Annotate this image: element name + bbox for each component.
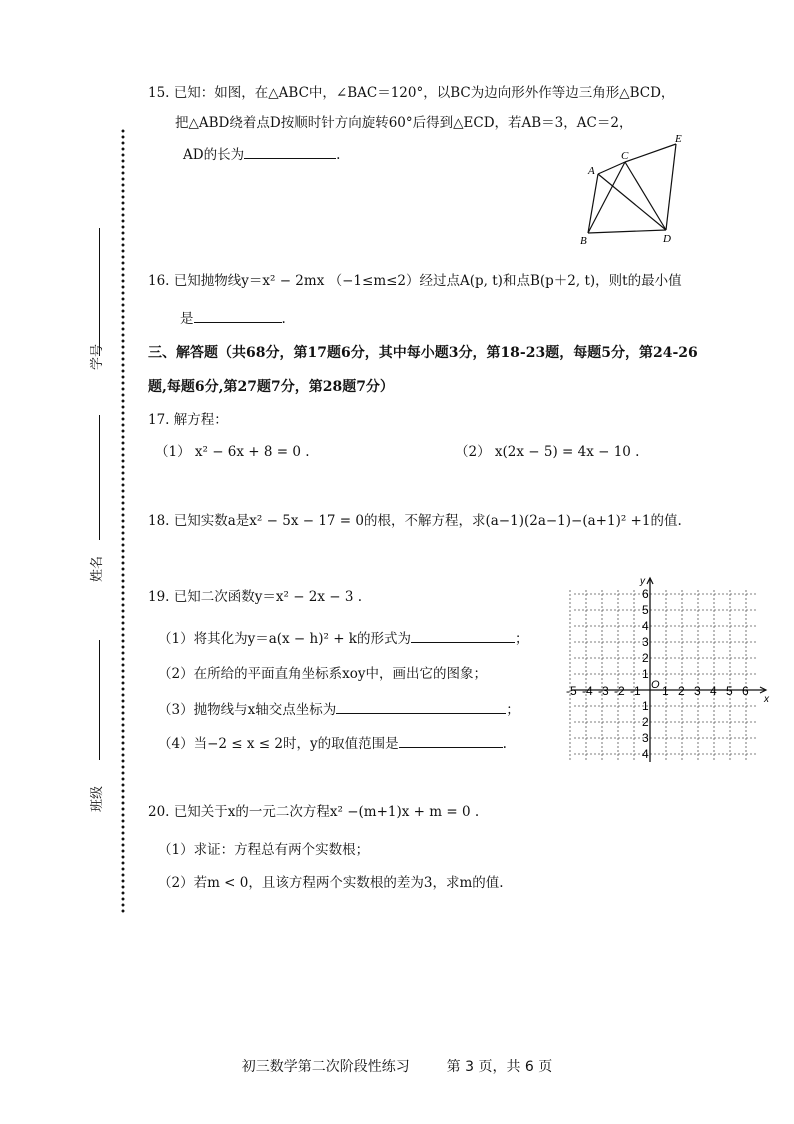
q19-part4-answer-blank[interactable] [399,733,503,748]
class-label: 班级 [90,785,105,812]
footer-title: 初三数学第二次阶段性练习 [241,1059,410,1075]
segment-cd [625,162,666,230]
segment-ad [598,174,666,230]
q15-line3-prefix: AD的长为 [183,147,245,163]
x-tick-label: 1 [662,684,669,698]
segment-ce [625,144,676,162]
q15-line2: 把△ABD绕着点D按顺时针方向旋转60°后得到△ECD，若AB＝3，AC＝2， [175,115,633,131]
label-c: C [621,150,629,162]
y-tick-label: 6 [642,587,649,601]
y-tick-label: 2 [642,715,649,729]
label-e: E [675,133,682,145]
q15-answer-blank[interactable] [244,144,336,159]
class-blank-line [99,640,100,760]
q19-title: 19. 已知二次函数y＝x² − 2x − 3 . [148,589,363,605]
q16-answer-blank[interactable] [194,308,282,323]
x-tick-label: -5 [566,684,577,698]
origin-label: O [651,679,660,691]
y-tick-label: 3 [642,731,649,745]
x-tick-label: 4 [710,684,717,698]
name-blank-line [99,415,100,540]
segment-ed [666,144,676,230]
y-tick-label: 1 [642,667,649,681]
q19-part3-answer-blank[interactable] [336,699,506,714]
y-tick-label: 3 [642,635,649,649]
x-tick-label: 2 [678,684,685,698]
x-axis-label: x [764,694,769,705]
q20-title: 20. 已知关于x的一元二次方程x² −(m+1)x + m = 0 . [148,804,480,820]
x-tick-label: -4 [582,684,593,698]
q19-part1-prefix: （1）将其化为y＝a(x − h)² + k的形式为 [158,631,411,647]
q15-geometry-figure [570,128,710,248]
q15-line1: 15. 已知：如图，在△ABC中，∠BAC＝120°，以BC为边向形外作等边三角形△BCD， [148,85,675,101]
y-tick-label: 4 [642,619,649,633]
q16-line1: 16. 已知抛物线y＝x² − 2mx （−1≤m≤2）经过点A(p, t)和点B(p＋2, t)，则t的最小值 [148,273,682,289]
q19-part3 [158,699,520,719]
x-tick-label: -1 [630,684,641,698]
q19-part4-suffix: . [502,736,507,752]
q19-part3-prefix: （3）抛物线与x轴交点坐标为 [158,702,337,718]
q16-line2 [180,308,286,328]
q20-part2: （2）若m < 0，且该方程两个实数根的差为3，求m的值. [158,875,504,891]
x-tick-label: 6 [742,684,749,698]
q20-part1: （1）求证：方程总有两个实数根； [158,842,370,858]
y-tick-label: 2 [642,651,649,665]
q15-line3 [183,144,340,164]
section3-heading-line2: 题,每题6分,第27题7分，第28题7分） [148,379,394,395]
binding-dotted-line [121,128,125,914]
segment-ac [598,162,625,174]
q18-text: 18. 已知实数a是x² − 5x − 17 = 0的根，不解方程，求(a−1)(2a−1)−(a+1)² +1的值. [148,513,682,529]
label-d: D [663,233,671,245]
label-a: A [588,165,595,177]
q19-part1 [158,628,529,648]
segment-bd [588,230,666,233]
q15-line3-suffix: . [336,147,341,163]
q19-part1-answer-blank[interactable] [411,628,515,643]
student-id-label: 学号 [90,343,105,370]
coordinate-grid[interactable] [566,574,772,764]
q19-part4-prefix: （4）当−2 ≤ x ≤ 2时，y的取值范围是 [158,736,399,752]
footer-page-number: 第 3 页，共 6 页 [446,1059,553,1075]
y-axis-label: y [640,576,645,587]
q16-line2-prefix: 是 [180,311,194,327]
student-id-blank-line [99,228,100,356]
x-tick-label: -2 [614,684,625,698]
page-footer [0,1056,794,1076]
x-tick-label: 3 [694,684,701,698]
y-tick-label: 4 [642,747,649,761]
x-tick-label: 5 [726,684,733,698]
q17-title: 17. 解方程： [148,412,228,428]
label-b: B [580,235,587,247]
y-tick-label: 5 [642,603,649,617]
q16-line2-suffix: . [281,311,286,327]
q17-part1: （1） x² − 6x + 8 = 0 . [155,444,310,460]
q19-part2: （2）在所给的平面直角坐标系xoy中，画出它的图象； [158,666,487,682]
x-tick-label: -3 [598,684,609,698]
q19-part3-suffix: ； [506,702,520,718]
q19-part1-suffix: ； [515,631,529,647]
q19-part4 [158,733,507,753]
section3-heading-line1: 三、解答题（共68分，第17题6分，其中每小题3分，第18-23题，每题5分，第24-26 [148,345,698,361]
q17-part2: （2） x(2x − 5) = 4x − 10 . [455,444,640,460]
name-label: 姓名 [90,555,105,582]
y-tick-label: 1 [642,699,649,713]
